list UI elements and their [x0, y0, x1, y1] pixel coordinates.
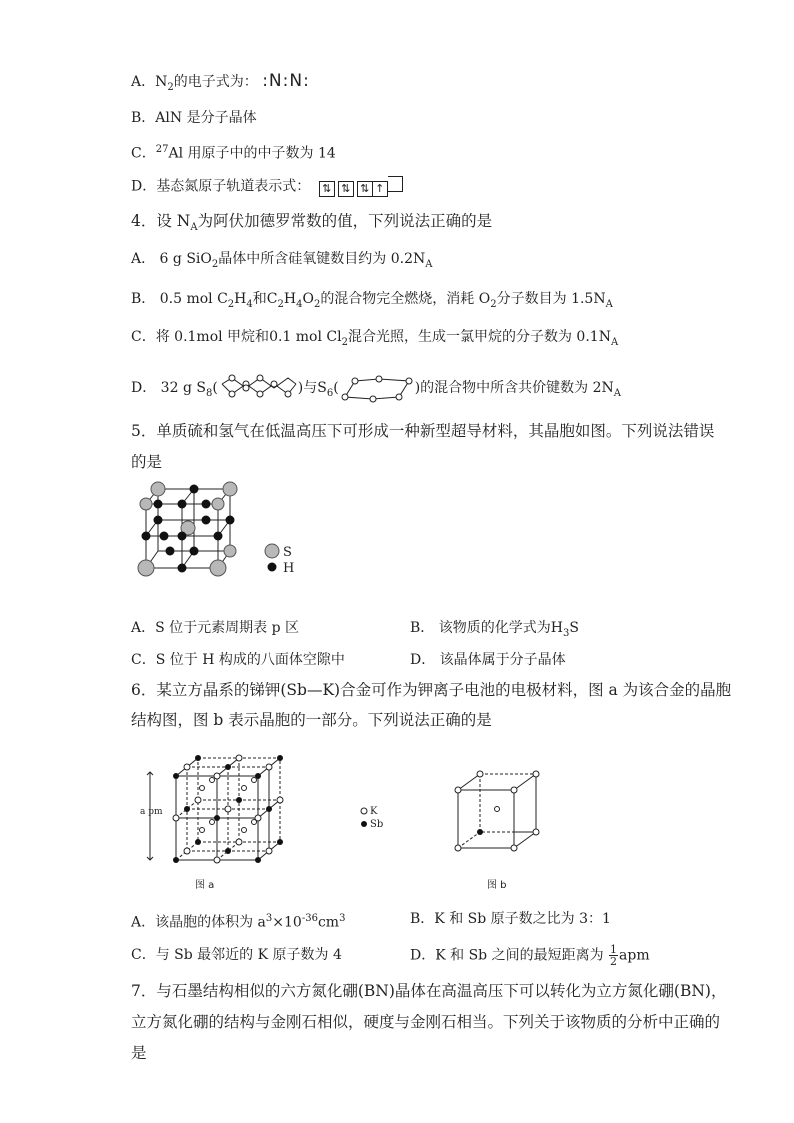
orbital-box-2p-3 [388, 176, 403, 192]
legend-s-marker [265, 544, 279, 558]
s8-ring-figure [218, 374, 298, 402]
q3-option-c: C．$^{27}$Al 用原子中的中子数为 14 [131, 144, 336, 162]
legend-s-label: S [283, 545, 292, 560]
n2-lewis-structure: :N:N: [262, 71, 310, 91]
one-half-fraction: $\frac{1}{2}$ [610, 943, 618, 968]
sb-k-unit-cell-figure-a [140, 750, 300, 870]
q6-option-a: A．该晶胞的体积为 $a^3\times 10^{-36}cm^3$ [131, 913, 346, 931]
edge-length-label: a pm [140, 807, 163, 817]
legend-h-marker [268, 563, 277, 572]
q7-stem-line1: 7．与石墨结构相似的六方氮化硼(BN)晶体在高温高压下可以转化为立方氮化硼(BN)， [131, 982, 727, 1000]
q5-option-a: A．S 位于元素周期表 p 区 [131, 620, 300, 636]
figure-legend-markers [358, 806, 370, 830]
q3-option-a: A．$N_2$的电子式为： :N:N: [131, 71, 310, 93]
q5-option-d: D． 该晶体属于分子晶体 [410, 652, 566, 668]
q3-option-d: D．基态氮原子轨道表示式： ⇅ ⇅ ⇅ ↑ [131, 176, 406, 197]
legend-h-label: H [283, 561, 295, 576]
q4-option-c: C．将 0.1mol 甲烷和0.1 mol $Cl_2$混合光照，生成一氯甲烷的分子数为 $0.1N_A$ [131, 329, 619, 348]
q6-option-b: B．K 和 Sb 原子数之比为 3：1 [410, 911, 611, 927]
figure-a-caption: 图 a [195, 880, 215, 891]
q6-stem: 6．某立方晶系的锑钾(Sb—K)合金可作为钾离子电池的电极材料，图 a 为该合金的晶胞 [131, 681, 732, 699]
q4-option-b: B． 0.5 mol $C_2H_4$和$C_2H_4O_2$的混合物完全燃烧，消耗 $O_2$分子数目为 $1.5N_A$ [131, 291, 613, 310]
sb-k-partial-cell-figure-b [450, 768, 550, 858]
q7-stem-line3: 是 [131, 1044, 147, 1062]
s6-ring-figure [339, 373, 415, 403]
legend-k-label: K [370, 806, 378, 817]
s-h-crystal-cell-figure [128, 478, 308, 582]
orbital-box-2p-2: ↑ [373, 181, 388, 197]
q6-stem-line2: 结构图，图 b 表示晶胞的一部分。下列说法正确的是 [131, 711, 492, 729]
q5-stem-line2: 的是 [131, 453, 163, 471]
q4-option-a: A． 6 g SiO$_2$晶体中所含硅氧键数目约为 $0.2N_A$ [131, 251, 433, 270]
q4-stem: 4．设 $N_A$为阿伏加德罗常数的值，下列说法正确的是 [131, 212, 493, 234]
orbital-box-2p-1: ⇅ [357, 181, 373, 197]
q5-option-b: B． 该物质的化学式为$H_3S$ [410, 620, 579, 639]
orbital-box-2s: ⇅ [338, 181, 354, 197]
q6-option-c: C．与 Sb 最邻近的 K 原子数为 4 [131, 947, 342, 963]
q5-stem: 5．单质硫和氢气在低温高压下可形成一种新型超导材料，其晶胞如图。下列说法错误 [131, 422, 715, 440]
figure-b-caption: 图 b [487, 880, 507, 891]
q5-option-c: C．S 位于 H 构成的八面体空隙中 [131, 652, 345, 668]
q3-option-b: B．AlN 是分子晶体 [131, 110, 257, 126]
q4-option-d: D． 32 g $S_8$( )与$S_6$( )的混合物中所含共价键数为 $2N_A$ [131, 373, 621, 403]
q7-stem-line2: 立方氮化硼的结构与金刚石相似，硬度与金刚石相当。下列关于该物质的分析中正确的 [131, 1013, 721, 1031]
orbital-box-1s: ⇅ [319, 181, 335, 197]
orbital-diagram [319, 176, 406, 197]
q6-option-d: D．K 和 Sb 之间的最短距离为 $\frac{1}{2}$ apm [410, 943, 650, 968]
legend-sb-marker [361, 821, 367, 827]
legend-k-marker [361, 808, 367, 814]
legend-sb-label: Sb [370, 819, 384, 830]
